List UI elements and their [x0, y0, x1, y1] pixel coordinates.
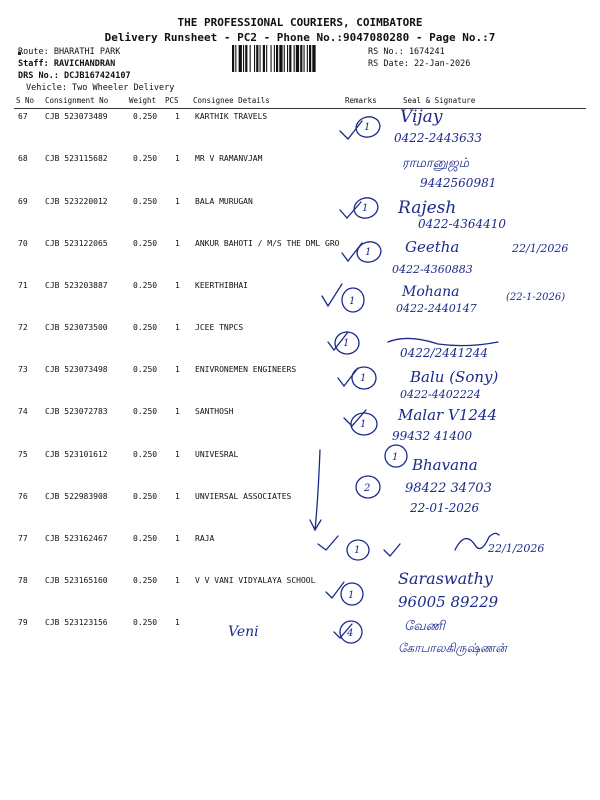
signature-date: 22-01-2026 [410, 501, 480, 515]
signature-name: Saraswathy [398, 569, 493, 588]
signature-phone: 96005 89229 [398, 593, 499, 611]
remark-number: 4 [347, 628, 354, 639]
row-pcs: 1 [175, 534, 180, 543]
row-consignment: CJB 523101612 [45, 450, 108, 459]
row-consignment: CJB 523165160 [45, 576, 108, 585]
row-consignment: CJB 523073498 [45, 365, 108, 374]
rs-date: RS Date: 22-Jan-2026 [368, 59, 471, 69]
row-consignment: CJB 523115682 [45, 154, 108, 163]
col-weight-header: Weight [129, 96, 157, 105]
signature-name: Bhavana [412, 456, 478, 474]
vehicle-label: Vehicle: Two Wheeler Delivery [26, 83, 175, 93]
row-pcs: 1 [175, 365, 180, 374]
row-consignment: CJB 523072783 [45, 407, 108, 416]
row-weight: 0.250 [133, 618, 158, 627]
remark-number: 1 [354, 545, 361, 556]
row-consignment: CJB 523073489 [45, 112, 108, 121]
signature-name: Balu (Sony) [410, 368, 499, 386]
row-sno: 69 [18, 197, 28, 206]
row-pcs: 1 [175, 239, 180, 248]
row-sno: 73 [18, 365, 28, 374]
signature-scribble [388, 338, 498, 345]
signature-phone: 98422 34703 [405, 481, 492, 496]
signature-date: 22/1/2026 [512, 242, 569, 255]
signature-phone: 0422-2440147 [396, 302, 477, 315]
row-pcs: 1 [175, 576, 180, 585]
row-pcs: 1 [175, 492, 180, 501]
row-sno: 77 [18, 534, 28, 543]
signature-name: ராமானுஜம் [402, 156, 470, 171]
row-consignee: UNVIERSAL ASSOCIATES [195, 492, 292, 501]
row-pcs: 1 [175, 407, 180, 416]
row-consignment: CJB 523162467 [45, 534, 108, 543]
row-weight: 0.250 [133, 534, 158, 543]
row-weight: 0.250 [133, 323, 158, 332]
row-sno: 76 [18, 492, 28, 501]
company-title: THE PROFESSIONAL COURIERS, COIMBATORE [177, 16, 423, 29]
remark-number: 1 [360, 419, 367, 430]
row-weight: 0.250 [133, 154, 158, 163]
row-consignee: BALA MURUGAN [195, 197, 253, 206]
row-pcs: 1 [175, 281, 180, 290]
row-weight: 0.250 [133, 407, 158, 416]
signature-name: வேணி [404, 619, 446, 634]
row-consignment: CJB 523073500 [45, 323, 108, 332]
signature-name: Vijay [400, 107, 443, 127]
row-consignment: CJB 522983908 [45, 492, 108, 501]
row-consignee: ENIVRONEMEN ENGINEERS [195, 365, 297, 374]
rs-number: RS No.: 1674241 [368, 47, 445, 57]
row-consignment: CJB 523220012 [45, 197, 108, 206]
row-sno: 67 [18, 112, 28, 121]
row-sno: 70 [18, 239, 28, 248]
row-pcs: 1 [175, 112, 180, 121]
remark-number: 1 [362, 203, 369, 214]
check-mark [318, 536, 338, 550]
row-consignee: JCEE TNPCS [195, 323, 244, 332]
row-sno: 75 [18, 450, 28, 459]
remark-number: 1 [392, 452, 399, 463]
col-consignment-header: Consignment No [45, 96, 109, 105]
signature-name: Rajesh [398, 198, 457, 218]
bracket-arrow [310, 450, 321, 530]
row-consignee: UNIVESRAL [195, 450, 239, 459]
row-weight: 0.250 [133, 450, 158, 459]
signature-name: கோபாலகிருஷ்ணன் [398, 641, 507, 655]
row-weight: 0.250 [133, 281, 158, 290]
check-mark [384, 544, 400, 556]
row-weight: 0.250 [133, 112, 158, 121]
signature-name: Geetha [405, 238, 460, 256]
row-weight: 0.250 [133, 492, 158, 501]
remark-number: 1 [360, 373, 367, 384]
row-pcs: 1 [175, 450, 180, 459]
route-label: Route: BHARATHI PARK [18, 47, 121, 57]
staff-label: Staff: RAVICHANDRAN [18, 59, 116, 69]
row-weight: 0.250 [133, 197, 158, 206]
check-mark [340, 121, 362, 139]
signature-phone: 99432 41400 [392, 429, 473, 443]
row-weight: 0.250 [133, 365, 158, 374]
row-consignee: RAJA [195, 534, 215, 543]
signature-phone: 0422-4402224 [400, 388, 481, 401]
signature-name: Veni [228, 624, 259, 640]
signature-date: (22-1-2026) [506, 292, 566, 303]
row-weight: 0.250 [133, 239, 158, 248]
check-mark [322, 284, 342, 306]
row-sno: 72 [18, 323, 28, 332]
row-consignee: MR V RAMANVJAM [195, 154, 263, 163]
remark-number: 1 [343, 338, 350, 349]
row-sno: 78 [18, 576, 28, 585]
drs-number: DRS No.: DCJB167424107 [18, 71, 131, 81]
runsheet-subtitle: Delivery Runsheet - PC2 - Phone No.:9047080280 - Page No.:7 [104, 31, 496, 44]
col-consignee-header: Consignee Details [193, 96, 270, 105]
row-sno: 71 [18, 281, 28, 290]
row-pcs: 1 [175, 323, 180, 332]
row-pcs: 1 [175, 197, 180, 206]
signature-phone: 0422/2441244 [400, 346, 489, 360]
remark-number: 1 [348, 590, 355, 601]
row-consignee: ANKUR BAHOTI / M/S THE DML GRO [195, 239, 340, 248]
remark-number: 1 [349, 296, 356, 307]
signature-name: Mohana [402, 284, 460, 300]
signature-phone: 0422-4360883 [392, 263, 473, 276]
row-pcs: 1 [175, 154, 180, 163]
row-consignee: KEERTHIBHAI [195, 281, 248, 290]
signature-name: Malar V1244 [398, 406, 497, 424]
row-consignment: CJB 523203887 [45, 281, 108, 290]
row-consignee: SANTHOSH [195, 407, 234, 416]
row-consignee: KARTHIK TRAVELS [195, 112, 268, 121]
row-sno: 68 [18, 154, 28, 163]
remark-number: 1 [365, 247, 372, 258]
signature-phone: 0422-4364410 [418, 217, 507, 231]
col-seal-header: Seal & Signature [403, 96, 476, 105]
col-pcs-header: PCS [165, 96, 179, 105]
remark-number: 1 [364, 122, 371, 133]
signature-phone: 9442560981 [420, 176, 497, 190]
row-consignment: CJB 523123156 [45, 618, 108, 627]
row-pcs: 1 [175, 618, 180, 627]
signature-date: 22/1/2026 [488, 542, 545, 555]
row-sno: 79 [18, 618, 28, 627]
row-weight: 0.250 [133, 576, 158, 585]
row-consignment: CJB 523122065 [45, 239, 108, 248]
row-consignee: V V VANI VIDYALAYA SCHOOL [195, 576, 316, 585]
signature-phone: 0422-2443633 [394, 131, 483, 145]
col-remarks-header: Remarks [345, 96, 377, 105]
remark-number: 2 [364, 483, 371, 494]
row-sno: 74 [18, 407, 28, 416]
col-sno-header: S No [16, 96, 35, 105]
